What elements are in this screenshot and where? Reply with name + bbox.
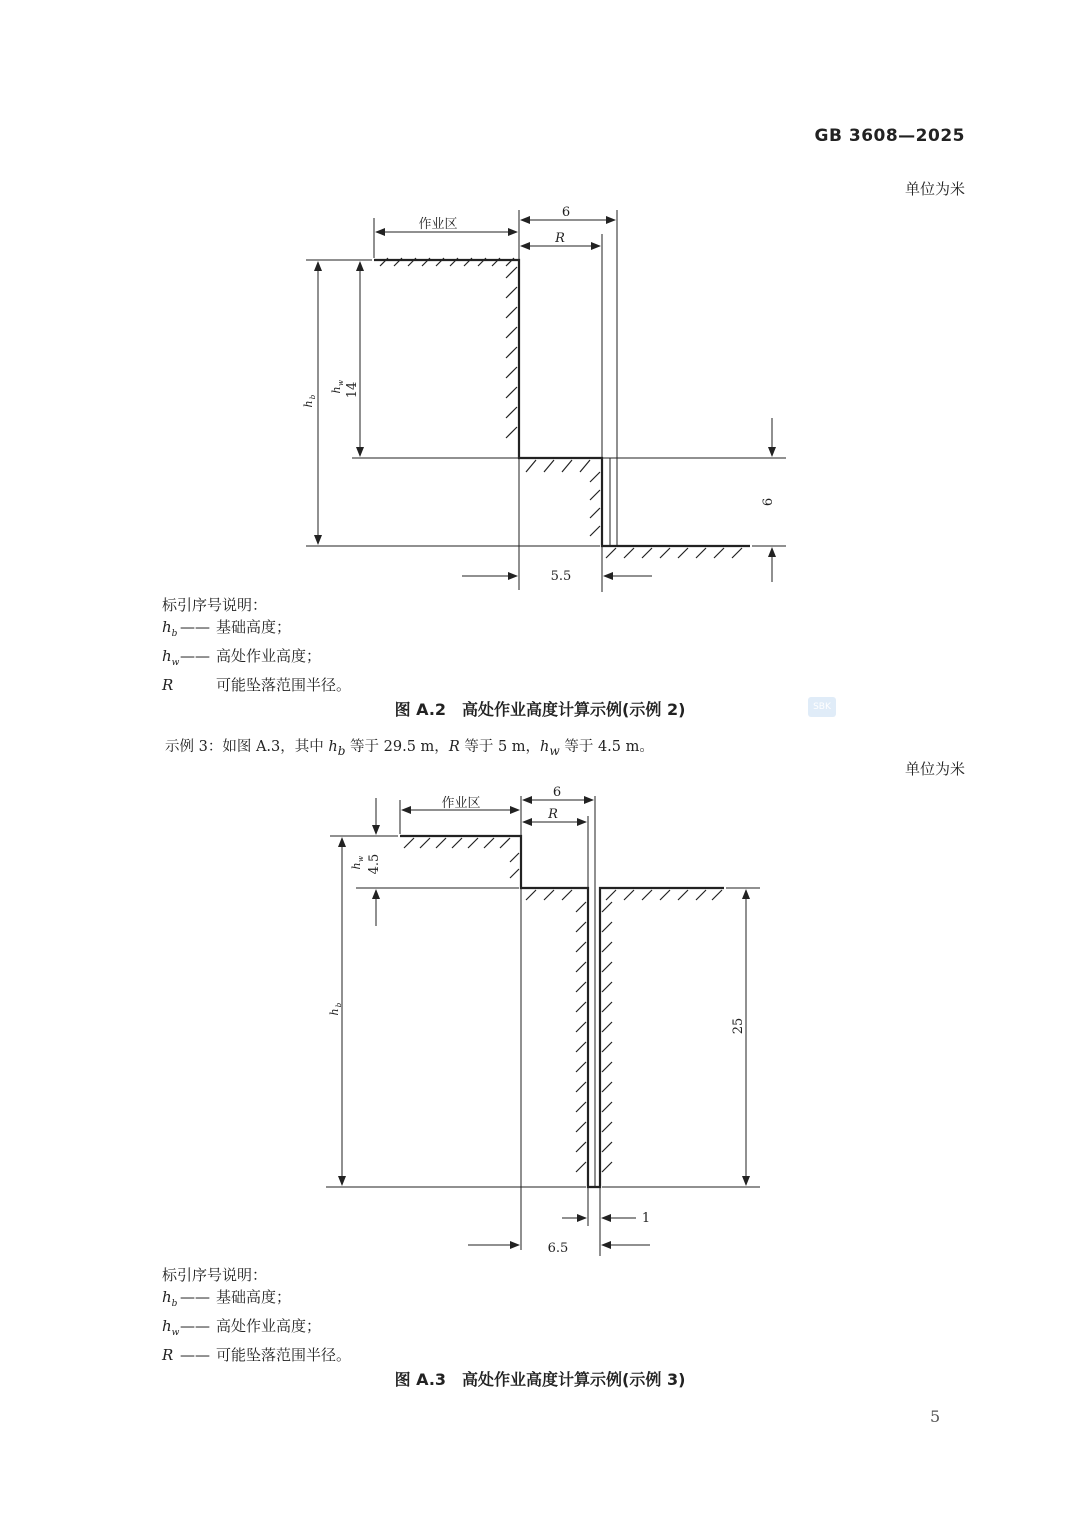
legend-item: $h_b$ —— 基础高度； — [162, 618, 292, 639]
legend-item: $h_w——$ 高处作业高度； — [162, 1317, 322, 1338]
a3-dim-hw-sub: w — [357, 856, 365, 862]
a3-dim-hb-sub: b — [335, 1002, 343, 1008]
legend-title: 标引序号说明： — [162, 596, 268, 614]
a3-dim-r: R — [548, 807, 558, 822]
a2-dim-step: 6 — [761, 497, 776, 507]
a3-dim-right: 25 — [731, 1017, 746, 1035]
a3-dim-hb-symbol: h — [328, 1008, 341, 1016]
a3-work-zone-label: 作业区 — [441, 796, 481, 811]
watermark-logo: SBK — [808, 697, 836, 717]
a2-dim-hw-sub: w — [337, 380, 345, 386]
a2-work-zone-label: 作业区 — [418, 217, 458, 232]
a2-dim-hb-symbol: h — [302, 400, 315, 408]
a3-dim-top: 6 — [552, 785, 562, 800]
example3-text: 示例 3：如图 A.3，其中 $h_b$ 等于 29.5 m，R 等于 5 m，$h_w$ 等于 4.5 m。 — [165, 739, 654, 758]
legend-title: 标引序号说明： — [162, 1266, 268, 1284]
a2-dim-hb-sub: b — [309, 394, 317, 400]
a3-dim-gap: 1 — [641, 1211, 651, 1226]
a3-dim-hw-value: 4.5 — [367, 853, 382, 875]
a2-dim-r: R — [555, 231, 565, 246]
figure-a3-caption: 图 A.3 高处作业高度计算示例(示例 3) — [394, 1370, 686, 1389]
figure-a2-caption: 图 A.2 高处作业高度计算示例(示例 2) — [394, 700, 686, 719]
legend-item: $h_w——$ 高处作业高度； — [162, 647, 322, 668]
a2-dim-hw-value: 14 — [345, 381, 360, 399]
page-number: 5 — [930, 1407, 941, 1426]
standard-number: GB 3608—2025 — [814, 126, 965, 146]
unit-note-a2: 单位为米 — [904, 180, 965, 198]
legend-item: R —— 可能坠落范围半径。 — [162, 1346, 352, 1364]
legend-a3 — [162, 1264, 351, 1373]
a2-dim-hw-symbol: h — [330, 386, 343, 394]
a3-dim-hw-symbol: h — [350, 862, 363, 870]
a2-dim-bottom: 5.5 — [550, 569, 572, 584]
legend-item: R 可能坠落范围半径。 — [162, 676, 352, 694]
legend-item: $h_b$ —— 基础高度； — [162, 1288, 292, 1309]
a2-dim-top: 6 — [561, 205, 571, 220]
a3-ground-profile — [400, 836, 724, 1187]
unit-note-a3: 单位为米 — [904, 760, 965, 778]
a3-dim-bottom: 6.5 — [547, 1241, 569, 1256]
